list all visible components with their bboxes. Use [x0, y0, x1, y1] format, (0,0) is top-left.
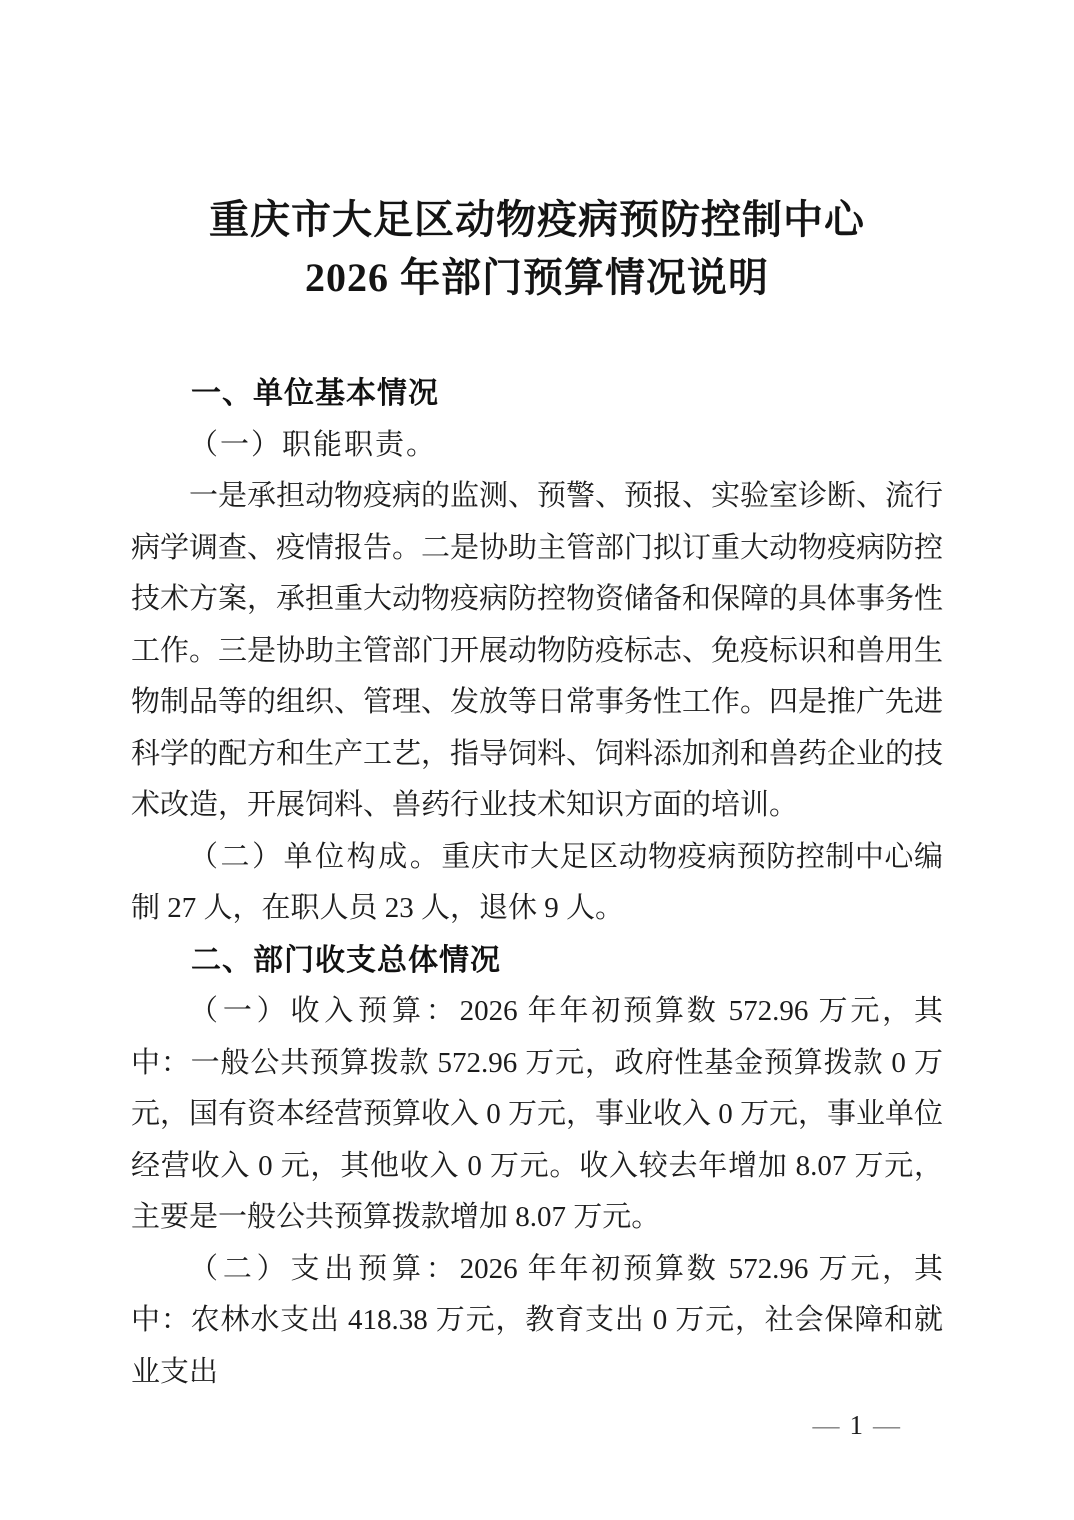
paragraph-duties-detail — [131, 471, 943, 832]
section-heading-2: 二、部门收支总体情况 — [191, 943, 501, 977]
document-body — [131, 368, 943, 1398]
document-title — [0, 0, 1074, 307]
paragraph-text: 2026 年年初预算数 572.96 万元，其中：农林水支出 418.38 万元，教育支出 0 万元，社会保障和就业支出 — [131, 1252, 943, 1388]
paragraph-lead: （二）单位构成。 — [189, 840, 442, 873]
paragraph-function-duty — [131, 420, 943, 472]
page-number-value: 1 — [849, 1410, 863, 1440]
paragraph-unit-composition — [131, 832, 943, 935]
section-heading-1: 一、单位基本情况 — [191, 377, 439, 410]
paragraph-income-budget — [131, 986, 943, 1244]
page-number — [803, 1410, 911, 1441]
paragraph-text: 2026 年年初预算数 572.96 万元，其中：一般公共预算拨款 572.96 万元，政府性基金预算拨款 0 万元，国有资本经营预算收入 0 万元，事业收入 0 万元，事业单位经营收入 0 元，其他收入 0 万元。收入较去年增加 8.07 万元，主要是一般公共预算拨款增加 8.07 万元。 — [131, 995, 944, 1233]
paragraph-expenditure-budget — [131, 1244, 943, 1399]
paragraph-lead: （一）收入预算： — [189, 995, 460, 1027]
page-number-right-dash: — — [873, 1410, 900, 1440]
page-number-left-dash: — — [812, 1410, 840, 1440]
paragraph-text: 重庆市大足区动物疫病预防控制中心编制 27 人，在职人员 23 人，退休 9 人。 — [131, 840, 943, 924]
paragraph-text: 一是承担动物疫病的监测、预警、预报、实验室诊断、流行病学调查、疫情报告。二是协助主管部门拟订重大动物疫病防控技术方案，承担重大动物疫病防控物资储备和保障的具体事务性工作。三是协助主管部门开展动物防疫标志、免疫标识和兽用生物制品等的组织、管理、发放等日常事务性工作。四是推广先进科学的配方和生产工艺，指导饲料、饲料添加剂和兽药企业的技术改造，开展饲料、兽药行业技术知识方面的培训。 — [131, 480, 944, 821]
paragraph-lead: （二）支出预算： — [189, 1252, 460, 1285]
title-line-2: 2026 年部门预算情况说明 — [305, 255, 769, 300]
paragraph-lead: （一）职能职责。 — [189, 428, 438, 461]
title-line-1: 重庆市大足区动物疫病预防控制中心 — [209, 197, 865, 242]
